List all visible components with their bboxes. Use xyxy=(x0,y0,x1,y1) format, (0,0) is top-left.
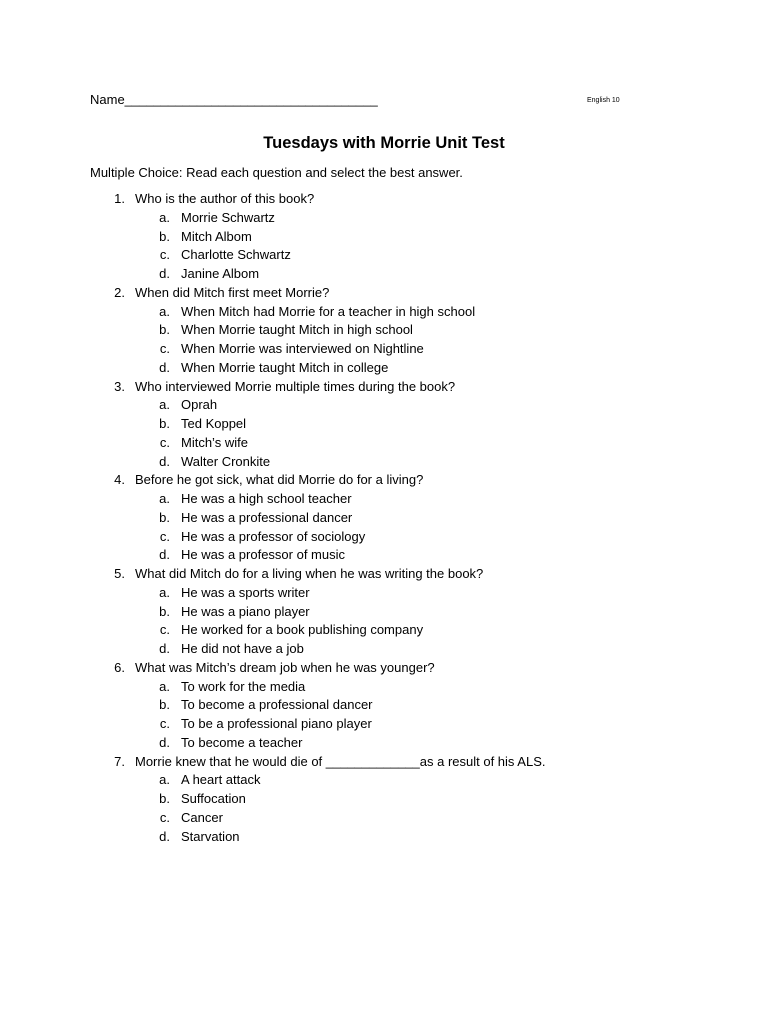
answer-option xyxy=(0,303,768,322)
option-letter: c. xyxy=(159,528,170,544)
option-letter: c. xyxy=(159,622,170,638)
question-row xyxy=(0,378,768,397)
option-text: He was a professor of music xyxy=(181,547,346,563)
option-letter: a. xyxy=(159,678,170,694)
option-text: To be a professional piano player xyxy=(181,716,372,731)
option-letter: d. xyxy=(159,828,170,844)
answer-option xyxy=(0,603,768,622)
answer-option xyxy=(0,359,768,378)
answer-option xyxy=(0,265,768,284)
option-text: Starvation xyxy=(181,828,240,844)
question-text: When did Mitch first meet Morrie? xyxy=(135,284,330,300)
option-letter: b. xyxy=(159,416,170,431)
answer-option xyxy=(0,621,768,640)
question-text: Before he got sick, what did Morrie do for a living? xyxy=(135,472,424,488)
question-row xyxy=(0,659,768,678)
option-text: He was a piano player xyxy=(181,603,310,619)
option-text: He was a sports writer xyxy=(181,584,310,600)
option-letter: c. xyxy=(159,716,170,731)
answer-option xyxy=(0,396,768,415)
question-number: 2. xyxy=(114,284,125,300)
question-text: Who is the author of this book? xyxy=(135,191,315,206)
name-field-line: Name___________________________________ xyxy=(90,92,378,107)
question-row xyxy=(0,565,768,584)
option-text: He worked for a book publishing company xyxy=(181,622,424,638)
question-item xyxy=(0,378,768,472)
option-letter: d. xyxy=(159,547,170,563)
option-text: Janine Albom xyxy=(181,266,260,281)
answer-option xyxy=(0,228,768,247)
option-text: Mitch’s wife xyxy=(181,434,248,450)
answer-option xyxy=(0,546,768,565)
answer-option xyxy=(0,678,768,697)
option-text: When Mitch had Morrie for a teacher in high school xyxy=(181,303,476,319)
answer-option xyxy=(0,734,768,753)
question-row xyxy=(0,190,768,209)
option-text: Oprah xyxy=(181,397,218,413)
option-letter: a. xyxy=(159,491,170,506)
option-text: Morrie Schwartz xyxy=(181,209,275,225)
question-number: 4. xyxy=(114,472,125,488)
question-number: 1. xyxy=(114,191,125,206)
option-text: When Morrie was interviewed on Nightline xyxy=(181,341,424,356)
option-letter: d. xyxy=(159,359,170,375)
question-item xyxy=(0,284,768,378)
answer-option xyxy=(0,415,768,434)
option-text: He was a professional dancer xyxy=(181,509,353,525)
option-text: When Morrie taught Mitch in college xyxy=(181,359,389,375)
question-number: 6. xyxy=(114,659,125,675)
question-text: Morrie knew that he would die of _____________as a result of his ALS. xyxy=(135,753,546,769)
option-letter: b. xyxy=(159,509,170,525)
option-text: Charlotte Schwartz xyxy=(181,247,291,263)
option-letter: a. xyxy=(159,303,170,319)
answer-option xyxy=(0,490,768,509)
option-text: Suffocation xyxy=(181,791,246,806)
option-text: To become a teacher xyxy=(181,734,303,750)
answer-option xyxy=(0,696,768,715)
question-row xyxy=(0,471,768,490)
option-letter: d. xyxy=(159,734,170,750)
option-text: He was a high school teacher xyxy=(181,491,352,506)
answer-option xyxy=(0,453,768,472)
option-text: Walter Cronkite xyxy=(181,453,271,469)
option-text: To become a professional dancer xyxy=(181,697,373,713)
option-text: He did not have a job xyxy=(181,641,304,656)
question-text: Who interviewed Morrie multiple times during the book? xyxy=(135,378,456,394)
answer-option xyxy=(0,790,768,809)
option-letter: b. xyxy=(159,603,170,619)
option-letter: c. xyxy=(159,247,170,263)
option-letter: b. xyxy=(159,322,170,338)
option-letter: d. xyxy=(159,266,170,281)
option-letter: a. xyxy=(159,397,170,413)
option-letter: a. xyxy=(159,209,170,225)
option-text: Mitch Albom xyxy=(181,228,252,244)
question-item xyxy=(0,471,768,565)
option-letter: c. xyxy=(159,809,170,825)
option-text: Cancer xyxy=(181,809,223,825)
answer-option xyxy=(0,640,768,659)
option-text: When Morrie taught Mitch in high school xyxy=(181,322,413,338)
option-letter: d. xyxy=(159,453,170,469)
question-text: What was Mitch’s dream job when he was younger? xyxy=(135,659,435,675)
option-letter: b. xyxy=(159,228,170,244)
option-text: A heart attack xyxy=(181,772,261,788)
question-item xyxy=(0,753,768,847)
question-number: 3. xyxy=(114,378,125,394)
question-item xyxy=(0,190,768,284)
question-text: What did Mitch do for a living when he was writing the book? xyxy=(135,566,484,581)
question-list xyxy=(0,190,768,846)
answer-option xyxy=(0,209,768,228)
answer-option xyxy=(0,771,768,790)
answer-option xyxy=(0,434,768,453)
answer-option xyxy=(0,246,768,265)
course-label: English 10 xyxy=(587,97,620,104)
page-title: Tuesdays with Morrie Unit Test xyxy=(263,134,505,152)
answer-option xyxy=(0,715,768,734)
question-number: 5. xyxy=(114,566,125,581)
option-text: Ted Koppel xyxy=(181,416,247,431)
option-letter: a. xyxy=(159,772,170,788)
option-letter: d. xyxy=(159,641,170,656)
option-letter: b. xyxy=(159,791,170,806)
question-item xyxy=(0,659,768,753)
option-letter: c. xyxy=(159,434,170,450)
option-letter: c. xyxy=(159,341,170,356)
option-letter: b. xyxy=(159,697,170,713)
answer-option xyxy=(0,340,768,359)
question-row xyxy=(0,753,768,772)
answer-option xyxy=(0,528,768,547)
option-text: He was a professor of sociology xyxy=(181,528,366,544)
answer-option xyxy=(0,828,768,847)
question-item xyxy=(0,565,768,659)
instructions-text: Multiple Choice: Read each question and select the best answer. xyxy=(90,165,463,180)
option-letter: a. xyxy=(159,584,170,600)
question-row xyxy=(0,284,768,303)
answer-option xyxy=(0,321,768,340)
answer-option xyxy=(0,509,768,528)
answer-option xyxy=(0,809,768,828)
question-number: 7. xyxy=(114,753,125,769)
option-text: To work for the media xyxy=(181,678,306,694)
answer-option xyxy=(0,584,768,603)
